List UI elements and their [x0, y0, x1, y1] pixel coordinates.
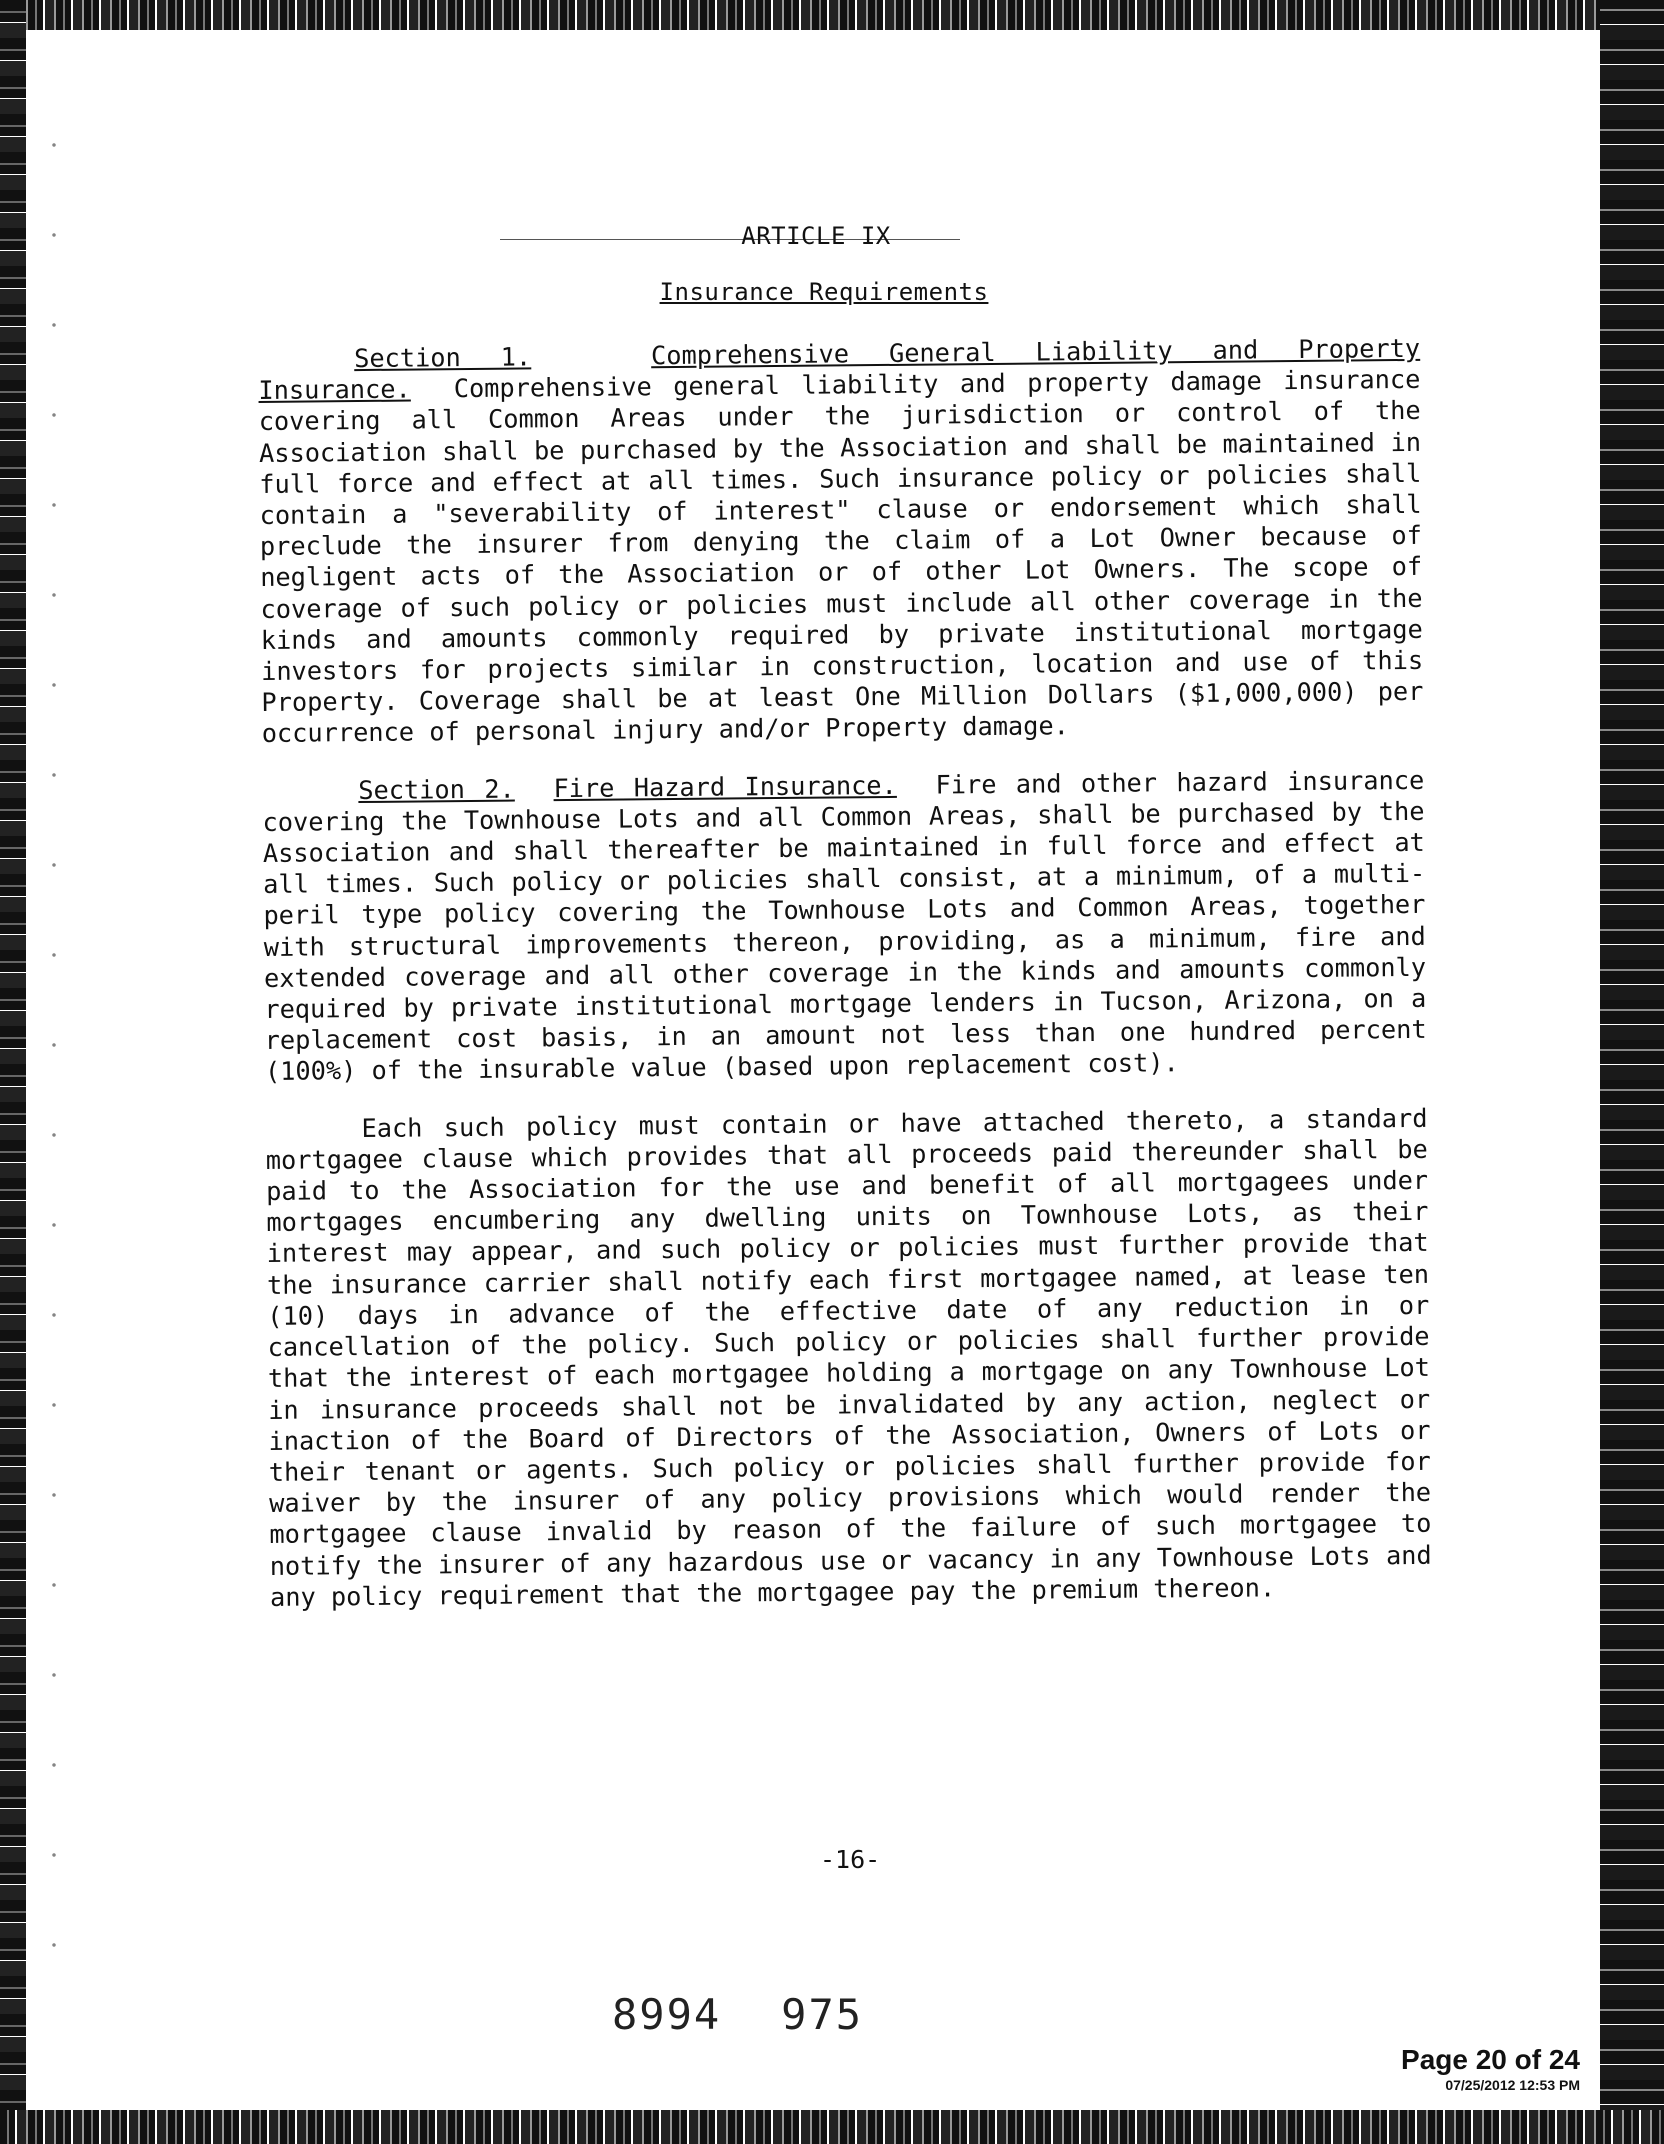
stamp-page-count: Page 20 of 24 [1401, 2044, 1580, 2075]
section-1-label: Section 1. [354, 342, 532, 374]
fax-stamp [1360, 2044, 1580, 2094]
section-2-title: Fire Hazard Insurance. [553, 770, 897, 803]
article-heading: ARTICLE IX [741, 222, 891, 250]
recording-docket: 8994 [612, 1990, 722, 2039]
scan-border-right [1600, 0, 1664, 2144]
recording-numbers [612, 1990, 863, 2039]
section-1-body: Comprehensive general liability and property damage insurance covering all Common Areas under the jurisdiction or control of the Association shall be purchased by the Association and shall be maintained in full force and effect at all times. Such insurance policy or policies shall contain a "severability of interest" clause or endorsement which shall preclude the insurer from denying the claim of a Lot Owner because of negligent acts of the Association or of other Lot Owners. The scope of coverage of such policy or policies must include all other coverage in the kinds and amounts commonly required by private institutional mortgage investors for projects similar in construction, location and use of this Property. Coverage shall be at least One Million Dollars ($1,000,000) per occurrence of personal injury and/or Property damage. [258, 365, 1424, 749]
mortgagee-clause-paragraph: Each such policy must contain or have attached thereto, a standard mortgagee clause which provides that all proceeds paid thereunder shall be paid to the Association for the use and benefit of all mortgagees under mortgages encumbering any dwelling units on Townhouse Lots, as their interest may appear, and such policy or policies must further provide that the insurance carrier shall notify each first mortgagee named, at lease ten (10) days in advance of the effective date of any reduction in or cancellation of the policy. Such policy or policies shall further provide that the interest of each mortgagee holding a mortgage on any Townhouse Lot in insurance proceeds shall not be invalidated by any action, neglect or inaction of the Board of Directors of the Association, Owners of Lots or their tenant or agents. Such policy or policies shall further provide for waiver by the insurer of any policy provisions which would render the mortgagee clause invalid by reason of the failure of such mortgagee to notify the insurer of any hazardous use or vacancy in any Townhouse Lots and any policy requirement that the mortgagee pay the premium thereon. [265, 1103, 1432, 1612]
scan-border-bottom [0, 2110, 1664, 2144]
scan-border-left [0, 0, 26, 2144]
section-2-paragraph [262, 764, 1427, 1087]
insurance-heading: Insurance Requirements [659, 278, 989, 306]
scan-border-top [0, 0, 1664, 30]
section-2-body: Fire and other hazard insurance covering the Townhouse Lots and all Common Areas, shall be purchased by the Association and shall thereafter be maintained in full force and effect at all times. Such policy or policies shall consist, at a minimum, of a multi-peril type policy covering the Townhouse Lots and Common Areas, together with structural improvements thereon, providing, as a minimum, fire and extended coverage and all other coverage in the kinds and amounts commonly required by private institutional mortgage lenders in Tucson, Arizona, on a replacement cost basis, in an amount not less than one hundred percent (100%) of the insurable value (based upon replacement cost). [262, 765, 1427, 1087]
section-2-label: Section 2. [358, 774, 515, 805]
page-number: -16- [820, 1845, 881, 1874]
scan-specks [40, 100, 80, 2000]
section-1-title: Comprehensive General Liability and Property Insurance. [258, 333, 1421, 406]
document-body [258, 333, 1432, 1639]
section-1-paragraph [258, 333, 1424, 750]
recording-page: 975 [781, 1990, 864, 2039]
stamp-datetime: 07/25/2012 12:53 PM [1445, 2077, 1580, 2093]
